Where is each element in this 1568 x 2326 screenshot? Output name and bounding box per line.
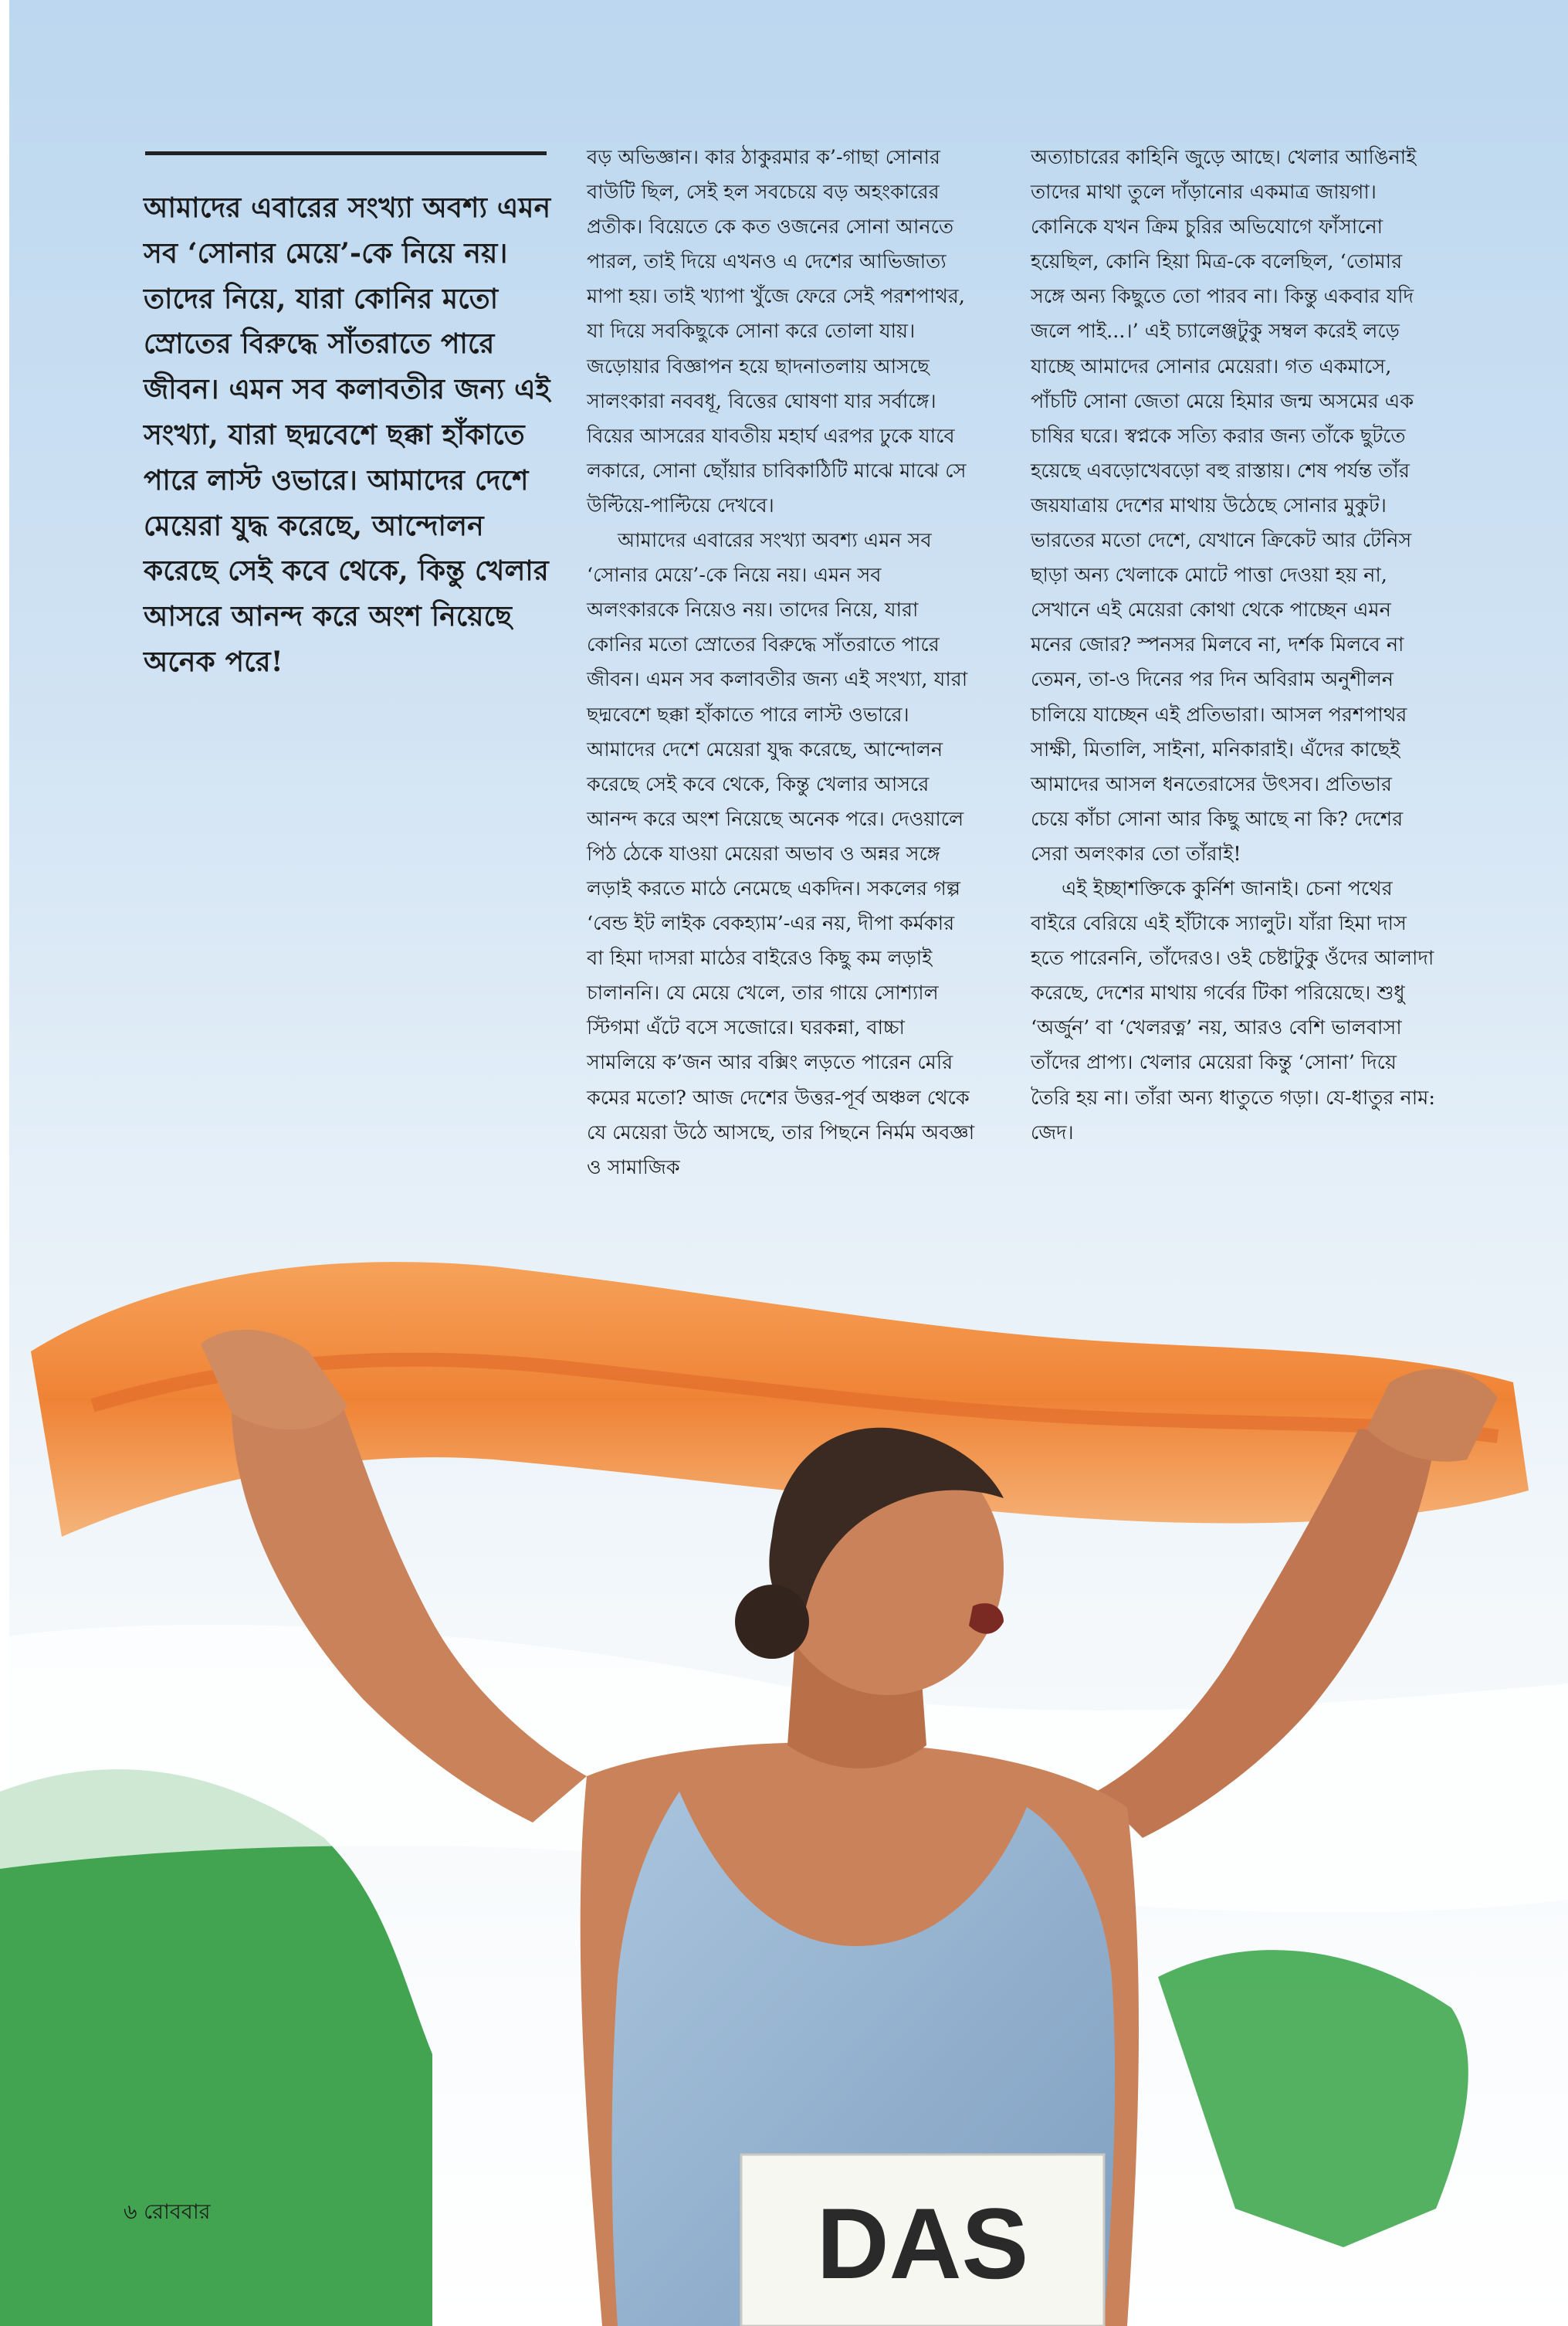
page-folio: ৬ রোববার	[124, 2200, 211, 2224]
column2-paragraph-2: আমাদের এবারের সংখ্যা অবশ্য এমন সব ‘সোনার মেয়ে’-কে নিয়ে নয়। এমন সব অলংকারকে নিয়েও নয়। তাদের নিয়ে, যারা কোনির মতো স্রোতের বিরুদ্ধে সাঁতরাতে পারে জীবন। এমন সব কলাবতীর জন্য এই সংখ্যা, যারা ছদ্মবেশে ছক্কা হাঁকাতে পারে লাস্ট ওভারে। আমাদের দেশে মেয়েরা যুদ্ধ করেছে, আন্দোলন করেছে সেই কবে থেকে, কিন্তু খেলার আসরে আনন্দ করে অংশ নিয়েছে অনেক পরে। দেওয়ালে পিঠ ঠেকে যাওয়া মেয়েরা অভাব ও অন্নর সঙ্গে লড়াই করতে মাঠে নেমেছে একদিন। সকলের গল্প ‘বেন্ড ইট লাইক বেকহ্যাম’-এর নয়, দীপা কর্মকার বা হিমা দাসরা মাঠের বাইরেও কিছু কম লড়াই চালাননি। যে মেয়ে খেলে, তার গায়ে সোশ্যাল স্টিগমা এঁটে বসে সজোরে। ঘরকন্না, বাচ্চা সামলিয়ে ক’জন আর বক্সিং লড়তে পারেন মেরি কমের মতো? আজ দেশের উত্তর-পূর্ব অঞ্চল থেকে যে মেয়েরা উঠে আসছে, তার পিছনে নির্মম অবজ্ঞা ও সামাজিক	[587, 529, 975, 1179]
race-bib-text: DAS	[816, 2187, 1029, 2300]
column3-paragraph-2: এই ইচ্ছাশক্তিকে কুর্নিশ জানাই। চেনা পথের বাইরে বেরিয়ে এই হাঁটাকে স্যালুট। যাঁরা হিমা দাস হতে পারেননি, তাঁদেরও। ওই চেষ্টাটুকু ওঁদের আলাদা করেছে, দেশের মাথায় গর্বের টিকা পরিয়েছে। শুধু ‘অর্জুন’ বা ‘খেলরত্ন’ নয়, আরও বেশি ভালবাসা তাঁদের প্রাপ্য। খেলার মেয়েরা কিন্তু ‘সোনা’ দিয়ে তৈরি হয় না। তাঁরা অন্য ধাতুতে গড়া। যে-ধাতুর নাম: জেদ।	[1031, 876, 1435, 1144]
column2-paragraph-1: বড় অভিজ্ঞান। কার ঠাকুরমার ক’-গাছা সোনার বাউটি ছিল, সেই হল সবচেয়ে বড় অহংকারের প্রতীক। বিয়েতে কে কত ওজনের সোনা আনতে পারল, তাই দিয়ে এখনও এ দেশের আভিজাত্য মাপা হয়। তাই খ্যাপা খুঁজে ফেরে সেই পরশপাথর, যা দিয়ে সবকিছুকে সোনা করে তোলা যায়। জড়োয়ার বিজ্ঞাপন হয়ে ছাদনাতলায় আসছে সালংকারা নববধূ, বিত্তের ঘোষণা যার সর্বাঙ্গে। বিয়ের আসরের যাবতীয় মহার্ঘ এরপর ঢুকে যাবে লকারে, সোনা ছোঁয়ার চাবিকাঠিটি মাঝে মাঝে সে উল্টিয়ে-পাল্টিয়ে দেখবে।	[587, 146, 967, 517]
article-column-2	[587, 141, 977, 1185]
pull-quote: আমাদের এবারের সংখ্যা অবশ্য এমন সব ‘সোনার মেয়ে’-কে নিয়ে নয়। তাদের নিয়ে, যারা কোনির মতো স্রোতের বিরুদ্ধে সাঁতরাতে পারে জীবন। এমন সব কলাবতীর জন্য এই সংখ্যা, যারা ছদ্মবেশে ছক্কা হাঁকাতে পারে লাস্ট ওভারে। আমাদের দেশে মেয়েরা যুদ্ধ করেছে, আন্দোলন করেছে সেই কবে থেকে, কিন্তু খেলার আসরে আনন্দ করে অংশ নিয়েছে অনেক পরে!	[144, 192, 551, 678]
article-column-3	[1031, 141, 1436, 1151]
flag-green-wash-right	[1158, 1950, 1468, 2247]
pull-quote-rule	[145, 151, 547, 155]
athlete-illustration	[0, 1205, 1568, 2326]
open-mouth	[969, 1603, 1004, 1634]
hair-bun	[735, 1585, 809, 1659]
column3-paragraph-1: অত্যাচারের কাহিনি জুড়ে আছে। খেলার আঙিনাই তাদের মাথা তুলে দাঁড়ানোর একমাত্র জায়গা। কোনিকে যখন ক্রিম চুরির অভিযোগে ফাঁসানো হয়েছিল, কোনি হিয়া মিত্র-কে বলেছিল, ‘তোমার সঙ্গে অন্য কিছুতে তো পারব না। কিন্তু একবার যদি জলে পাই...।’ এই চ্যালেঞ্জটুকু সম্বল করেই লড়ে যাচ্ছে আমাদের সোনার মেয়েরা। গত একমাসে, পাঁচটি সোনা জেতা মেয়ে হিমার জন্ম অসমের এক চাষির ঘরে। স্বপ্নকে সত্যি করার জন্য তাঁকে ছুটতে হয়েছে এবড়োখেবড়ো বহু রাস্তায়। শেষ পর্যন্ত তাঁর জয়যাত্রায় দেশের মাথায় উঠেছে সোনার মুকুট। ভারতের মতো দেশে, যেখানে ক্রিকেট আর টেনিস ছাড়া অন্য খেলাকে মোটে পাত্তা দেওয়া হয় না, সেখানে এই মেয়েরা কোথা থেকে পাচ্ছেন এমন মনের জোর? স্পনসর মিলবে না, দর্শক মিলবে না তেমন, তা-ও দিনের পর দিন অবিরাম অনুশীলন চালিয়ে যাচ্ছেন এই প্রতিভারা। আসল পরশপাথর সাক্ষী, মিতালি, সাইনা, মনিকারাই। এঁদের কাছেই আমাদের আসল ধনতেরাসের উৎসব। প্রতিভার চেয়ে কাঁচা সোনা আর কিছু আছে না কি? দেশের সেরা অলংকার তো তাঁরাই!	[1031, 146, 1417, 866]
